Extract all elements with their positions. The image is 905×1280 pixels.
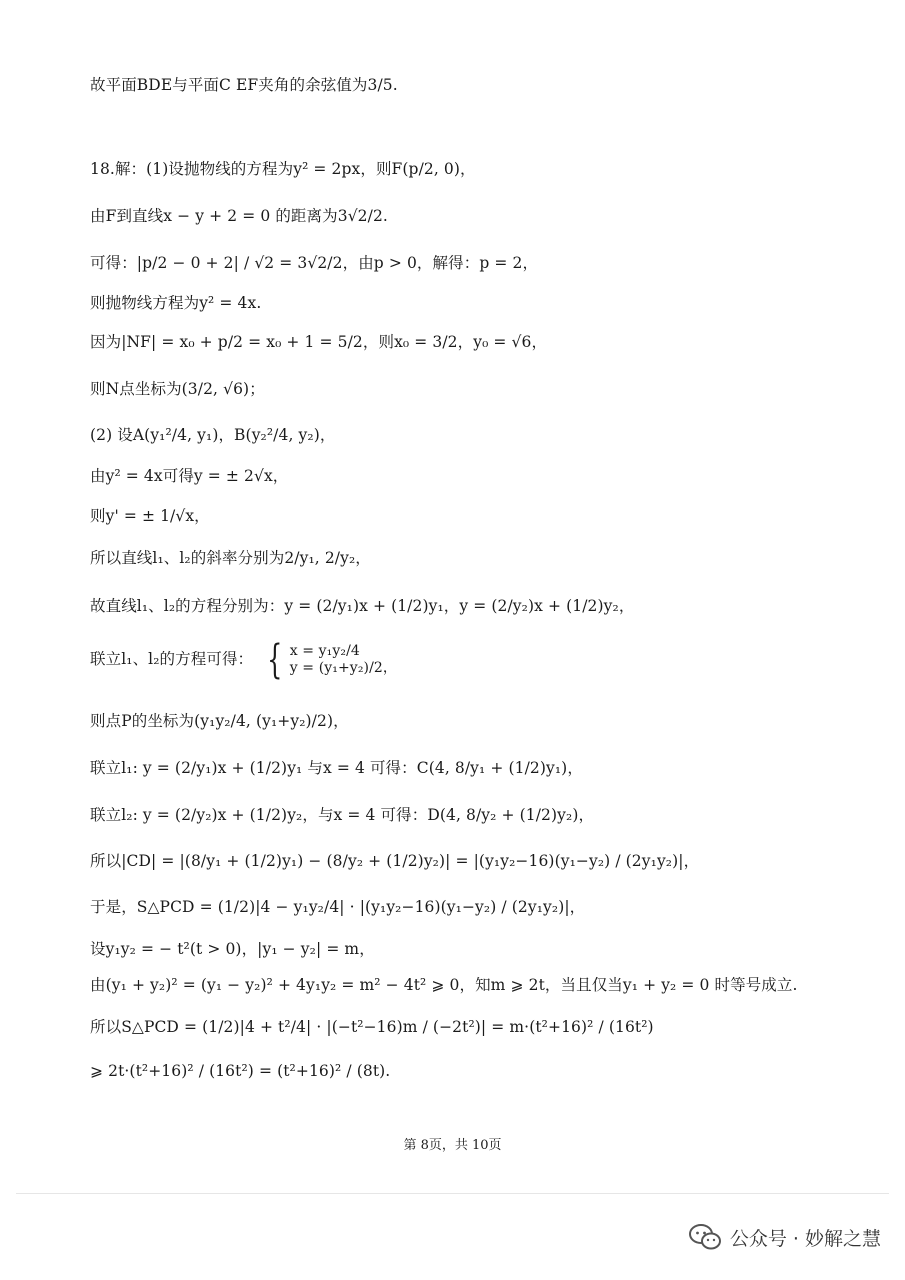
text-line: (2) 设A(y₁²/4, y₁)，B(y₂²/4, y₂)， [90, 426, 336, 444]
text-line: 故直线l₁、l₂的方程分别为：y = (2/y₁)x + (1/2)y₁，y = (2/y₂)x + (1/2)y₂， [90, 597, 635, 615]
text-line: 联立l₁: y = (2/y₁)x + (1/2)y₁ 与x = 4 可得：C(4, 8/y₁ + (1/2)y₁)， [90, 759, 583, 777]
text-line: 18.解：(1)设抛物线的方程为y² = 2px，则F(p/2, 0)， [90, 160, 476, 178]
text-line: 可得：|p/2 − 0 + 2| / √2 = 3√2/2，由p > 0，解得：p = 2， [90, 254, 539, 272]
wechat-icon [688, 1222, 722, 1252]
text-line: 则点P的坐标为(y₁y₂/4, (y₁+y₂)/2)， [90, 712, 349, 730]
text-line: 由y² = 4x可得y = ± 2√x， [90, 467, 289, 485]
text-line: 所以直线l₁、l₂的斜率分别为2/y₁, 2/y₂， [90, 549, 371, 567]
system-brace-group [258, 637, 398, 683]
system-row-x: x = y₁y₂/4 [289, 642, 360, 659]
page-number: 第 8页，共 10页 [403, 1138, 502, 1153]
text-line: 于是，S△PCD = (1/2)|4 − y₁y₂/4| · |(y₁y₂−16)(y₁−y₂) / (2y₁y₂)|， [90, 898, 586, 916]
text-line: 联立l₂: y = (2/y₂)x + (1/2)y₂，与x = 4 可得：D(4, 8/y₂ + (1/2)y₂)， [90, 806, 595, 824]
system-prefix: 联立l₁、l₂的方程可得： [90, 650, 254, 668]
text-line: 由(y₁ + y₂)² = (y₁ − y₂)² + 4y₁y₂ = m² − 4t² ⩾ 0，知m ⩾ 2t，当且仅当y₁ + y₂ = 0 时等号成立. [90, 976, 798, 994]
text-line: 设y₁y₂ = − t²(t > 0)，|y₁ − y₂| = m， [90, 940, 375, 958]
text-line: 则y' = ± 1/√x， [90, 507, 210, 525]
watermark-text: 公众号 · 妙解之慧 [729, 1227, 881, 1250]
text-line: 所以S△PCD = (1/2)|4 + t²/4| · |(−t²−16)m / (−2t²)| = m·(t²+16)² / (16t²) [90, 1018, 654, 1036]
text-line: ⩾ 2t·(t²+16)² / (16t²) = (t²+16)² / (8t). [90, 1062, 391, 1080]
equation-system [90, 637, 398, 683]
left-brace: { [267, 637, 283, 683]
text-line: 由F到直线x − y + 2 = 0 的距离为3√2/2. [90, 207, 388, 225]
system-row-y: y = (y₁+y₂)/2， [289, 660, 398, 676]
system-rows [290, 643, 397, 678]
divider [16, 1193, 889, 1194]
text-line: 因为|NF| = x₀ + p/2 = x₀ + 1 = 5/2，则x₀ = 3/2，y₀ = √6， [90, 333, 548, 351]
text-line: 故平面BDE与平面C EF夹角的余弦值为3/5. [90, 76, 398, 94]
text-line: 所以|CD| = |(8/y₁ + (1/2)y₁) − (8/y₂ + (1/2)y₂)| = |(y₁y₂−16)(y₁−y₂) / (2y₁y₂)|， [90, 852, 700, 870]
text-line: 则N点坐标为(3/2, √6)； [90, 380, 265, 398]
watermark [688, 1222, 881, 1252]
text-line: 则抛物线方程为y² = 4x. [90, 294, 262, 312]
